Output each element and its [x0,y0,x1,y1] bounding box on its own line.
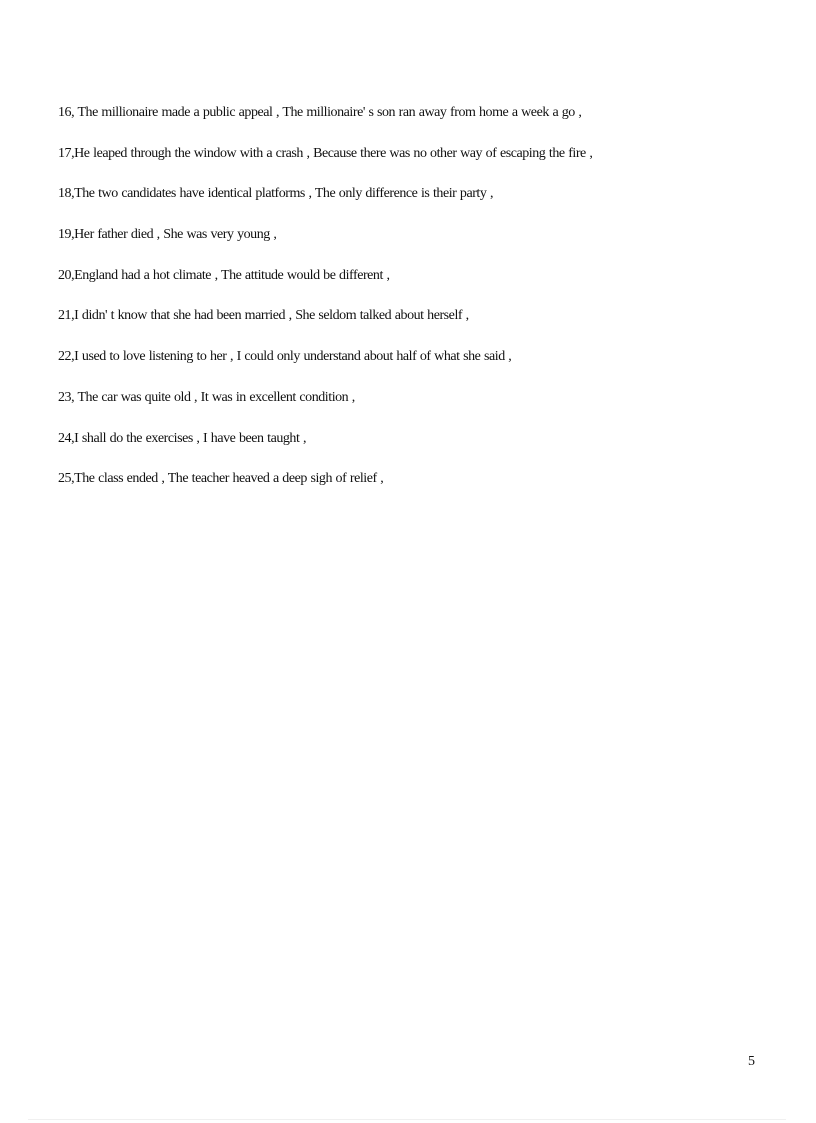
sentence-line: 24,I shall do the exercises , I have been taught , [58,430,307,446]
sentence-line: 21,I didn' t know that she had been married , She seldom talked about herself , [58,308,469,324]
page-bottom-divider [28,1119,786,1120]
sentence-line: 17,He leaped through the window with a crash , Because there was no other way of escaping the fire , [58,145,593,161]
sentence-line: 25,The class ended , The teacher heaved a deep sigh of relief , [58,471,384,487]
sentence-line: 18,The two candidates have identical platforms , The only difference is their party , [58,186,494,202]
sentence-list [58,103,758,510]
page-number: 5 [748,1054,755,1069]
sentence-line: 23, The car was quite old , It was in excellent condition , [58,389,355,405]
sentence-line: 16, The millionaire made a public appeal , The millionaire' s son ran away from home a week a go , [58,105,582,120]
sentence-line: 20,England had a hot climate , The attitude would be different , [58,267,390,283]
sentence-line: 22,I used to love listening to her , I could only understand about half of what she said , [58,349,512,365]
sentence-line: 19,Her father died , She was very young , [58,227,277,243]
